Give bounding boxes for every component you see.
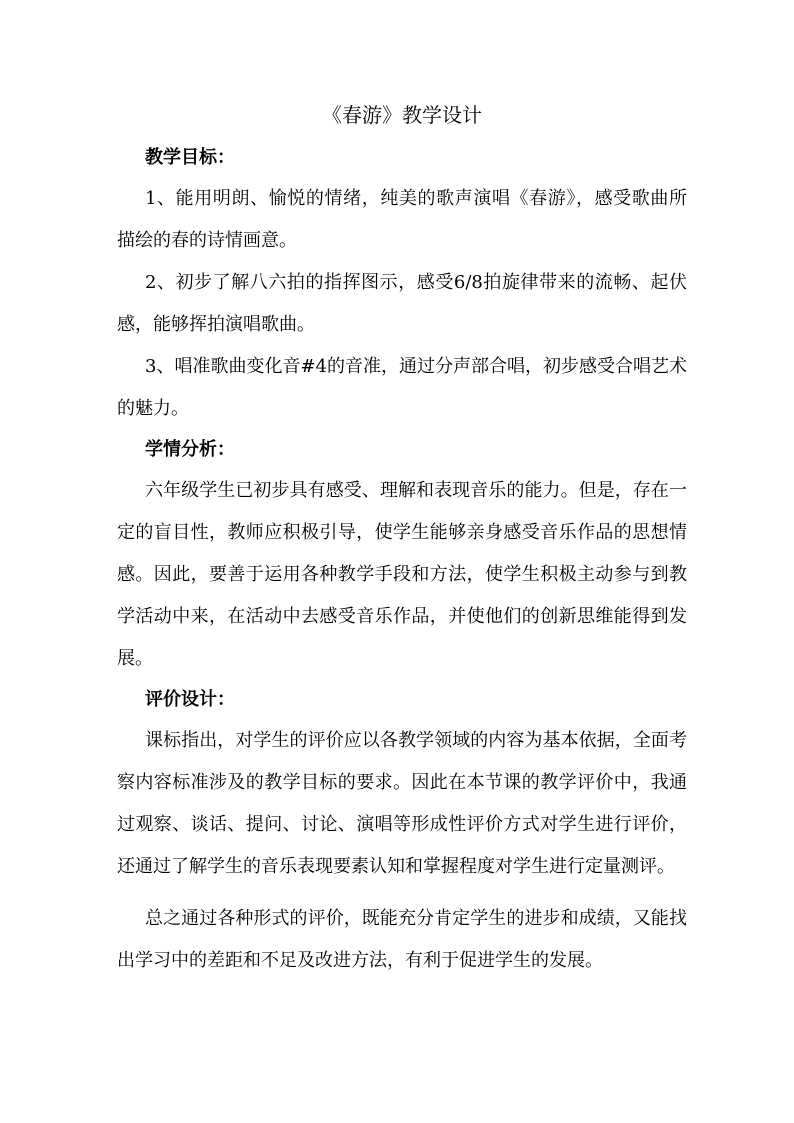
- paragraph-evaluation-2: 总之通过各种形式的评价，既能充分肯定学生的进步和成绩，又能找出学习中的差距和不足及改进方法，有利于促进学生的发展。: [117, 908, 687, 971]
- section-heading-student-analysis: 学情分析：: [145, 439, 235, 460]
- document-title: 《春游》教学设计: [322, 103, 482, 127]
- section-heading-evaluation-design: 评价设计：: [145, 689, 235, 710]
- paragraph-goal-3: 3、唱准歌曲变化音#4的音准，通过分声部合唱，初步感受合唱艺术的魅力。: [117, 356, 687, 419]
- paragraph-student-analysis: 六年级学生已初步具有感受、理解和表现音乐的能力。但是，存在一定的盲目性，教师应积极引导，使学生能够亲身感受音乐作品的思想情感。因此，要善于运用各种教学手段和方法，使学生积极主动参与到教学活动中来，在活动中去感受音乐作品，并使他们的创新思维能得到发展。: [117, 480, 687, 669]
- paragraph-goal-2: 2、初步了解八六拍的指挥图示，感受6/8拍旋律带来的流畅、起伏感，能够挥拍演唱歌曲。: [117, 272, 687, 335]
- paragraph-goal-1: 1、能用明朗、愉悦的情绪，纯美的歌声演唱《春游》，感受歌曲所描绘的春的诗情画意。: [117, 188, 687, 251]
- section-heading-teaching-goals: 教学目标：: [145, 147, 235, 168]
- paragraph-evaluation-1: 课标指出，对学生的评价应以各教学领域的内容为基本依据，全面考察内容标准涉及的教学目标的要求。因此在本节课的教学评价中，我通过观察、谈话、提问、讨论、演唱等形成性评价方式对学生进行评价，还通过了解学生的音乐表现要素认知和掌握程度对学生进行定量测评。: [117, 730, 687, 877]
